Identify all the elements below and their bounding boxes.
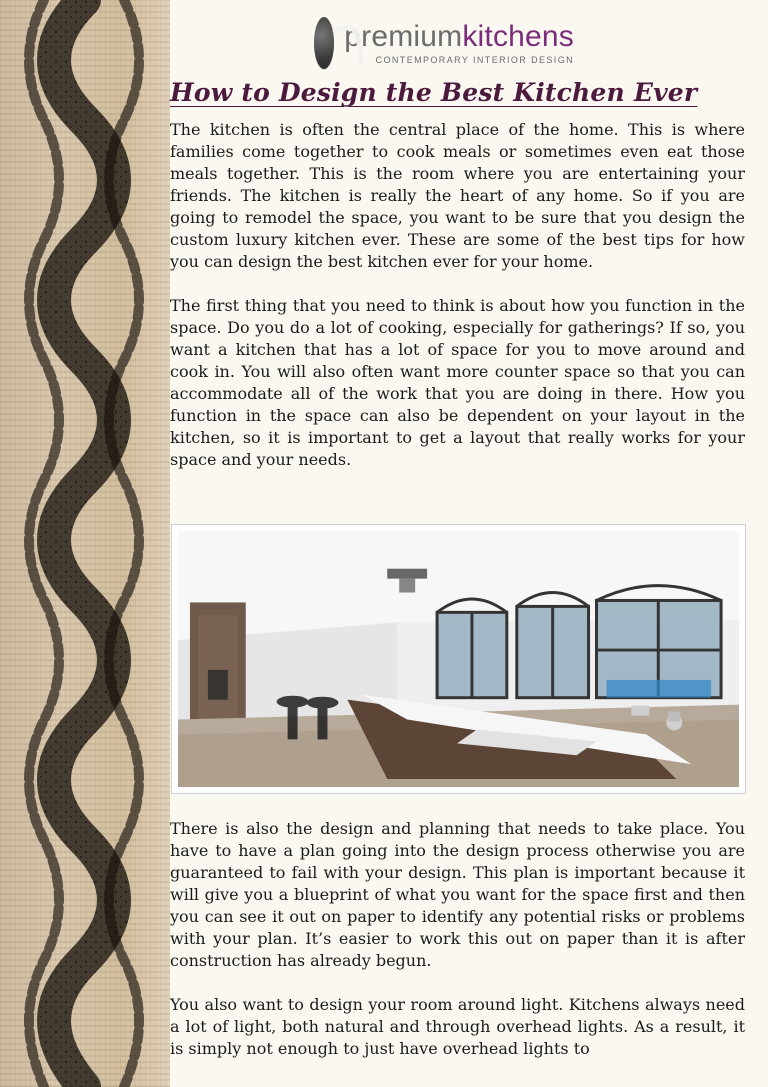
kitchen-photo-frame (171, 524, 746, 794)
paragraph: There is also the design and planning that needs to take place. You have to have a plan going into the design process otherwise you are guaranteed to fail with your design. This plan is important because it will give you a blueprint of what you want for the space first and then you can see it out on paper to identify any potential risks or problems with your plan. It’s easier to work this out on paper than it is after construction has already begun. (170, 819, 745, 970)
brand-wordmark (344, 19, 574, 65)
logo-mark-icon (314, 17, 334, 69)
paragraph: You also want to design your room around light. Kitchens always need a lot of light, both natural and through overhead lights. As a result, it is simply not enough to just have overhead lights to (170, 995, 745, 1058)
brand-tagline: CONTEMPORARY INTERIOR DESIGN (375, 54, 574, 65)
article-body-top (170, 78, 745, 471)
paragraph: The kitchen is often the central place of the home. This is where families come together to cook meals or sometimes even eat those meals together. This is the room where you are entertaining your friends. The kitchen is really the heart of any home. So if you are going to remodel the space, you want to be sure that you design the custom luxury kitchen ever. These are some of the best tips for how you can design the best kitchen ever for your home. (170, 120, 745, 271)
brand-name-part-1: premium (344, 19, 463, 53)
kitchen-photo (178, 531, 739, 787)
decorative-lace-ribbon (14, 0, 154, 1087)
brand-name (344, 19, 574, 53)
article-body-bottom (170, 818, 745, 1060)
brand-name-part-2: kitchens (462, 19, 574, 53)
article-title: How to Design the Best Kitchen Ever (170, 78, 698, 107)
paragraph: The first thing that you need to think is about how you function in the space. Do you do a lot of cooking, especially for gatherings? If so, you want a kitchen that has a lot of space for you to move around and cook in. You will also often want more counter space so that you can accommodate all of the work that you are doing in there. How you function in the space can also be dependent on your layout in the kitchen, so it is important to get a layout that really works for your space and your needs. (170, 296, 745, 469)
brand-logo (314, 16, 574, 70)
